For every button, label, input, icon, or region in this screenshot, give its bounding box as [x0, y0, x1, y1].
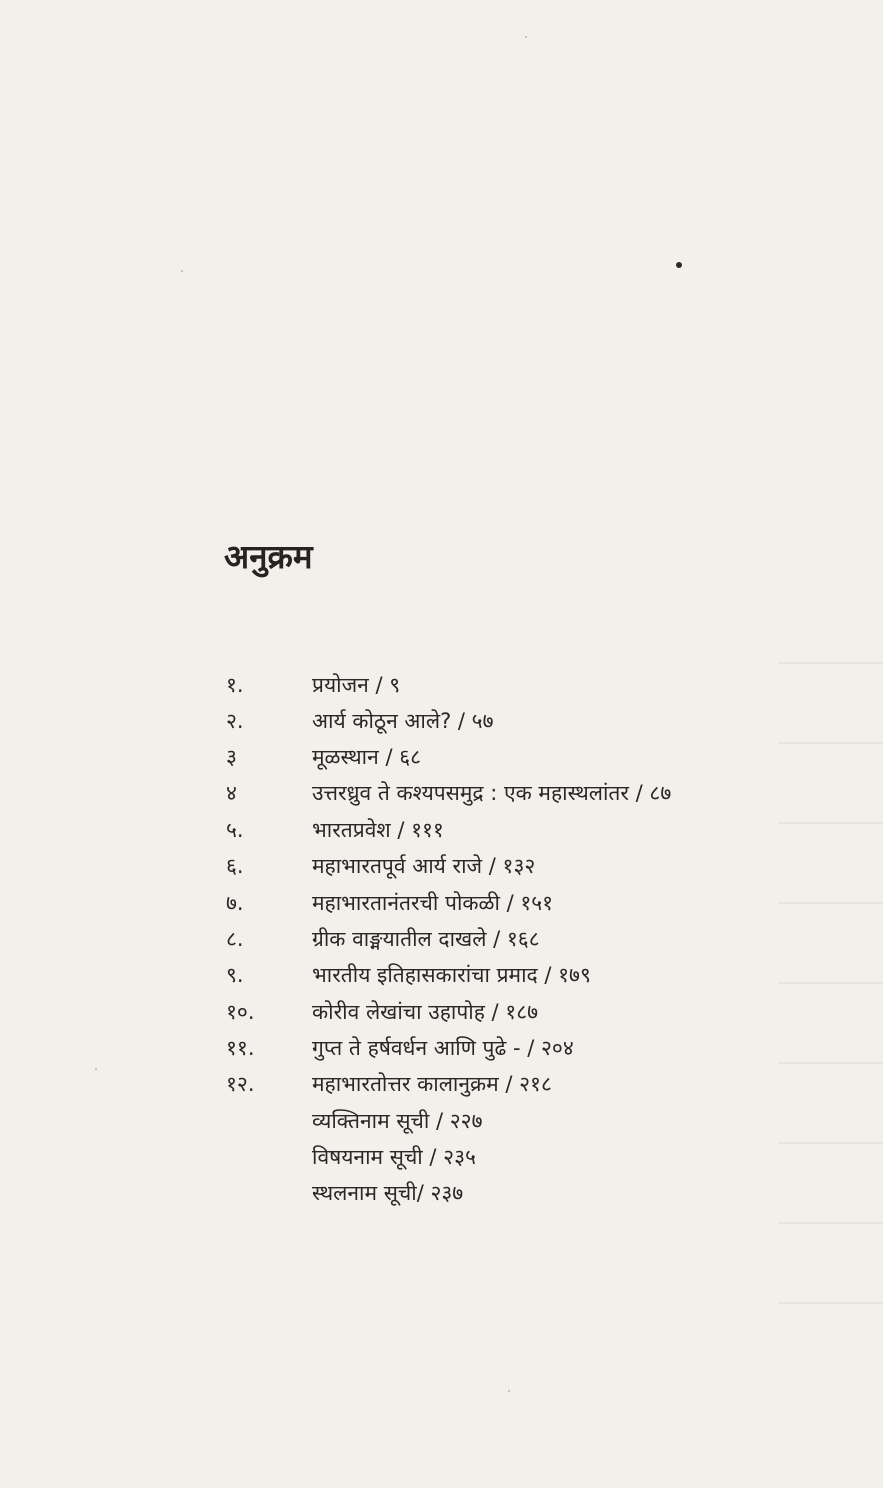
page-title: अनुक्रम [224, 537, 313, 576]
toc-row [0, 1067, 883, 1101]
chapter-number: ७. [226, 891, 244, 915]
chapter-title: गुप्त ते हर्षवर्धन आणि पुढे - / २०४ [312, 1036, 574, 1060]
chapter-number: ४ [226, 781, 237, 805]
chapter-title: भारतप्रवेश / १११ [312, 818, 444, 842]
paper-speck [525, 36, 527, 38]
toc-row [0, 922, 883, 956]
chapter-title: प्रयोजन / ९ [312, 673, 401, 697]
show-through-line [778, 1222, 883, 1224]
index-title: स्थलनाम सूची/ २३७ [312, 1181, 464, 1205]
show-through-line [778, 1302, 883, 1304]
paper-speck [508, 1390, 510, 1392]
chapter-number: २. [226, 709, 244, 733]
toc-row [0, 1031, 883, 1065]
toc-row [0, 1140, 883, 1174]
toc-row [0, 849, 883, 883]
chapter-title: महाभारतपूर्व आर्य राजे / १३२ [312, 854, 536, 878]
chapter-number: ८. [226, 927, 244, 951]
chapter-number: ३ [226, 745, 237, 769]
index-title: व्यक्तिनाम सूची / २२७ [312, 1109, 483, 1133]
toc-row [0, 886, 883, 920]
chapter-title: महाभारतोत्तर कालानुक्रम / २१८ [312, 1072, 552, 1096]
toc-row [0, 1104, 883, 1138]
chapter-number: ९. [226, 963, 244, 987]
ink-dot [676, 262, 682, 268]
show-through-line [778, 662, 883, 664]
chapter-number: ६. [226, 854, 244, 878]
chapter-title: भारतीय इतिहासकारांचा प्रमाद / १७९ [312, 963, 591, 987]
toc-row [0, 704, 883, 738]
toc-row [0, 1176, 883, 1210]
chapter-title: उत्तरध्रुव ते कश्यपसमुद्र : एक महास्थलांतर / ८७ [312, 781, 672, 805]
chapter-title: आर्य कोठून आले? / ५७ [312, 709, 494, 733]
chapter-number: १२. [226, 1072, 255, 1096]
chapter-title: महाभारतानंतरची पोकळी / १५१ [312, 891, 554, 915]
toc-row [0, 813, 883, 847]
chapter-number: १०. [226, 1000, 255, 1024]
chapter-number: १. [226, 673, 244, 697]
paper-speck [181, 270, 183, 272]
toc-row [0, 958, 883, 992]
chapter-title: मूळस्थान / ६८ [312, 745, 422, 769]
chapter-number: ५. [226, 818, 244, 842]
index-title: विषयनाम सूची / २३५ [312, 1145, 476, 1169]
chapter-title: ग्रीक वाङ्मयातील दाखले / १६८ [312, 927, 540, 951]
toc-row [0, 995, 883, 1029]
toc-row [0, 668, 883, 702]
toc-row [0, 740, 883, 774]
chapter-number: ११. [226, 1036, 255, 1060]
chapter-title: कोरीव लेखांचा उहापोह / १८७ [312, 1000, 539, 1024]
toc-row [0, 776, 883, 810]
